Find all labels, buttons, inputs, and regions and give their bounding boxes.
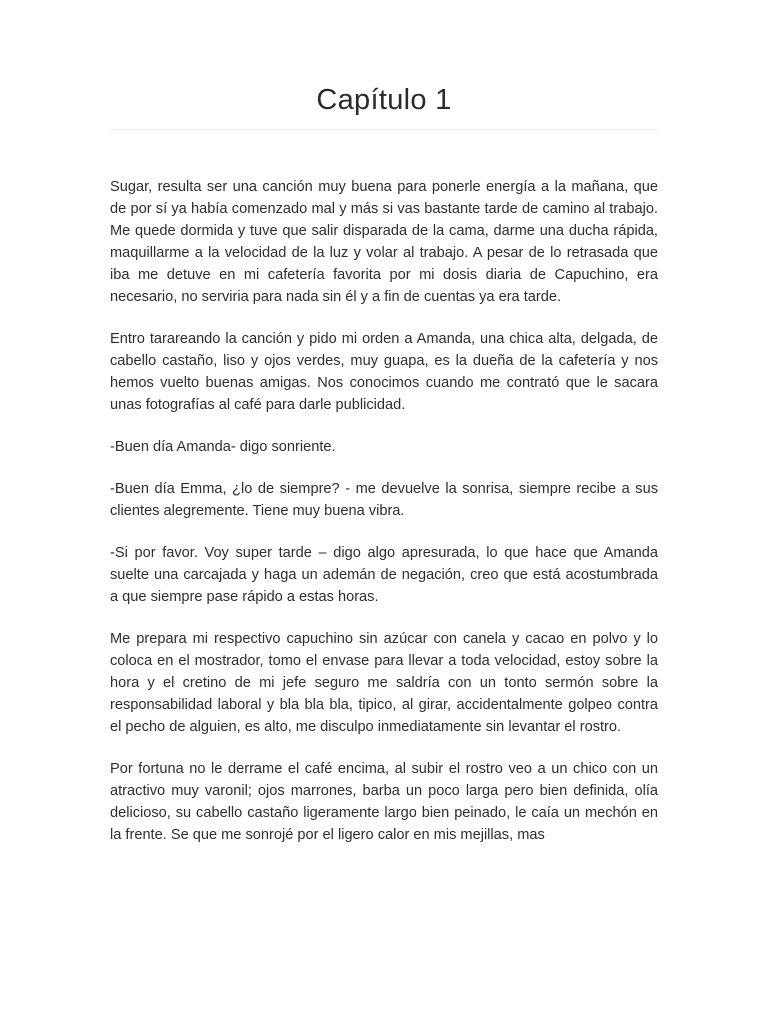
paragraph: Por fortuna no le derrame el café encima, al subir el rostro veo a un chico con un atractivo muy varonil; ojos marrones, barba un poco larga pero bien definida, olía delicioso, su cabello castaño ligeramente largo bien peinado, le caía un mechón en la frente. Se que me sonrojé por el ligero calor en mis mejillas, mas bbox=[110, 761, 658, 843]
chapter-body bbox=[110, 176, 658, 866]
paragraph: -Si por favor. Voy super tarde – digo algo apresurada, lo que hace que Amanda suelte una carcajada y haga un ademán de negación, creo que está acostumbrada a que siempre pase rápido a estas horas. bbox=[110, 545, 658, 605]
paragraph: Me prepara mi respectivo capuchino sin azúcar con canela y cacao en polvo y lo coloca en el mostrador, tomo el envase para llevar a toda velocidad, estoy sobre la hora y el cretino de mi jefe seguro me saldría con un tonto sermón sobre la responsabilidad laboral y bla bla bla, tipico, al girar, accidentalmente golpeo contra el pecho de alguien, es alto, me disculpo inmediatamente sin levantar el rostro. bbox=[110, 631, 658, 735]
paragraph: -Buen día Emma, ¿lo de siempre? - me devuelve la sonrisa, siempre recibe a sus clientes alegremente. Tiene muy buena vibra. bbox=[110, 481, 658, 519]
title-divider bbox=[110, 129, 658, 130]
chapter-title: Capítulo 1 bbox=[316, 84, 452, 116]
paragraph: Sugar, resulta ser una canción muy buena para ponerle energía a la mañana, que de por sí ya había comenzado mal y más si vas bastante tarde de camino al trabajo. Me quede dormida y tuve que salir disparada de la cama, darme una ducha rápida, maquillarme a la velocidad de la luz y volar al trabajo. A pesar de lo retrasada que iba me detuve en mi cafetería favorita por mi dosis diaria de Capuchino, era necesario, no serviria para nada sin él y a fin de cuentas ya era tarde. bbox=[110, 179, 658, 305]
paragraph: -Buen día Amanda- digo sonriente. bbox=[110, 439, 336, 455]
paragraph: Entro tarareando la canción y pido mi orden a Amanda, una chica alta, delgada, de cabello castaño, liso y ojos verdes, muy guapa, es la dueña de la cafetería y nos hemos vuelto buenas amigas. Nos conocimos cuando me contrató que le sacara unas fotografías al café para darle publicidad. bbox=[110, 331, 658, 413]
